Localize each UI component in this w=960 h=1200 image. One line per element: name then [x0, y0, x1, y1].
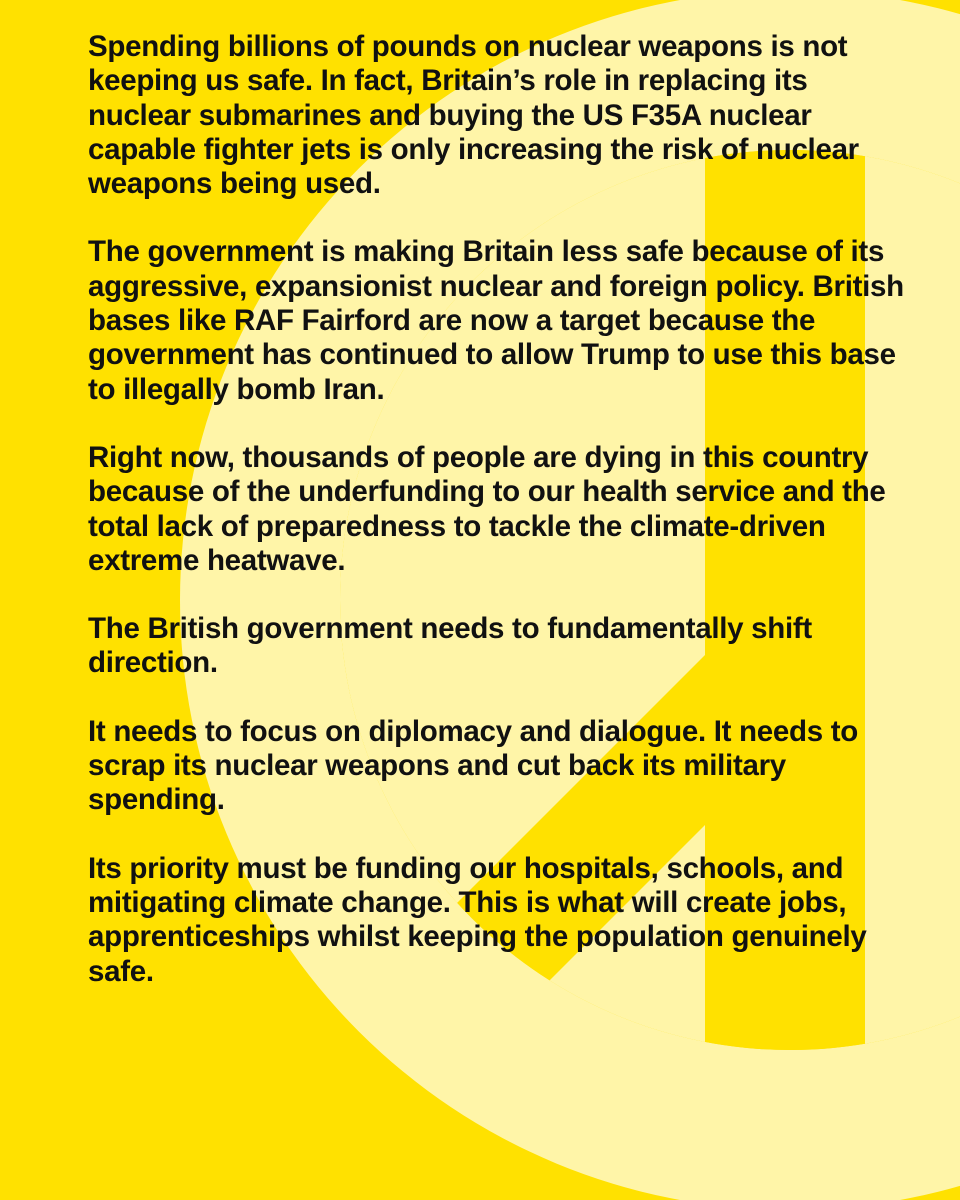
paragraph-2: The government is making Britain less safe because of its aggressive, expansionist nuclear and foreign policy. British bases like RAF Fairford are now a target because the government has continued to allow Trump to use this base to illegally bomb Iran. [88, 235, 904, 406]
paragraph-1: Spending billions of pounds on nuclear weapons is not keeping us safe. In fact, Britain’s role in replacing its nuclear submarines and buying the US F35A nuclear capable fighter jets is only increasing the risk of nuclear weapons being used. [88, 30, 859, 201]
paragraph-4: The British government needs to fundamentally shift direction. [88, 612, 812, 680]
paragraph-6: Its priority must be funding our hospitals, schools, and mitigating climate change. This is what will create jobs, apprenticeships whilst keeping the population genuinely safe. [88, 851, 867, 988]
paragraph-5: It needs to focus on diplomacy and dialogue. It needs to scrap its nuclear weapons and cut back its military spending. [88, 714, 858, 817]
statement-text [88, 30, 918, 1023]
paragraph-3: Right now, thousands of people are dying in this country because of the underfunding to our health service and the total lack of preparedness to tackle the climate-driven extreme heatwave. [88, 440, 886, 577]
